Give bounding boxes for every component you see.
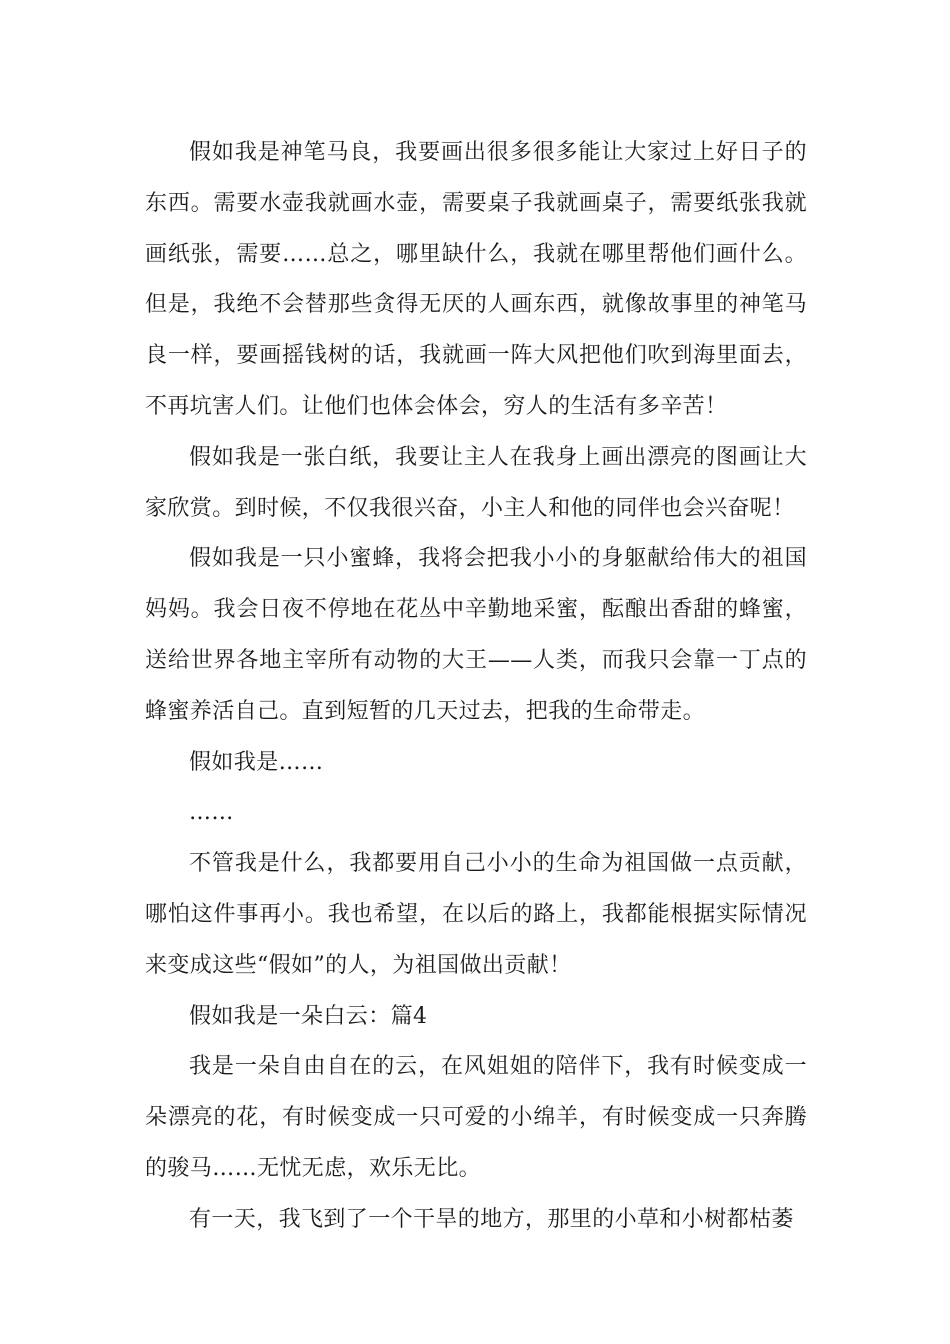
paragraph-little-bee: 假如我是一只小蜜蜂，我将会把我小小的身躯献给伟大的祖国妈妈。我会日夜不停地在花丛中辛勤地采蜜，酝酿出香甜的蜂蜜，送给世界各地主宰所有动物的大王——人类，而我只会靠一丁点的蜂蜜养活自己。直到短暂的几天过去，把我的生命带走。 (145, 546, 807, 724)
paragraph-drought-place: 有一天，我飞到了一个干旱的地方，那里的小草和小树都枯萎 (189, 1206, 794, 1232)
paragraph-white-paper: 假如我是一张白纸，我要让主人在我身上画出漂亮的图画让大家欣赏。到时候，不仅我很兴奋，小主人和他的同伴也会兴奋呢！ (145, 444, 807, 521)
paragraph-free-cloud: 我是一朵自由自在的云，在风姐姐的陪伴下，我有时候变成一朵漂亮的花，有时候变成一只可爱的小绵羊，有时候变成一只奔腾的骏马……无忧无虑，欢乐无比。 (145, 1054, 807, 1181)
section-heading-white-cloud: 假如我是一朵白云：篇4 (189, 1003, 428, 1029)
document-body (145, 128, 807, 1246)
paragraph-shenbi-maliang: 假如我是神笔马良，我要画出很多很多能让大家过上好日子的东西。需要水壶我就画水壶，需要桌子我就画桌子，需要纸张我就画纸张，需要……总之，哪里缺什么，我就在哪里帮他们画什么。但是，我绝不会替那些贪得无厌的人画东西，就像故事里的神笔马良一样，要画摇钱树的话，我就画一阵大风把他们吹到海里面去，不再坑害人们。让他们也体会体会，穷人的生活有多辛苦！ (145, 140, 807, 419)
paragraph-contribution: 不管我是什么，我都要用自己小小的生命为祖国做一点贡献，哪怕这件事再小。我也希望，在以后的路上，我都能根据实际情况来变成这些“假如”的人，为祖国做出贡献！ (145, 851, 807, 978)
paragraph-ellipsis: …… (189, 800, 234, 826)
paragraph-if-i-were: 假如我是…… (189, 749, 324, 775)
